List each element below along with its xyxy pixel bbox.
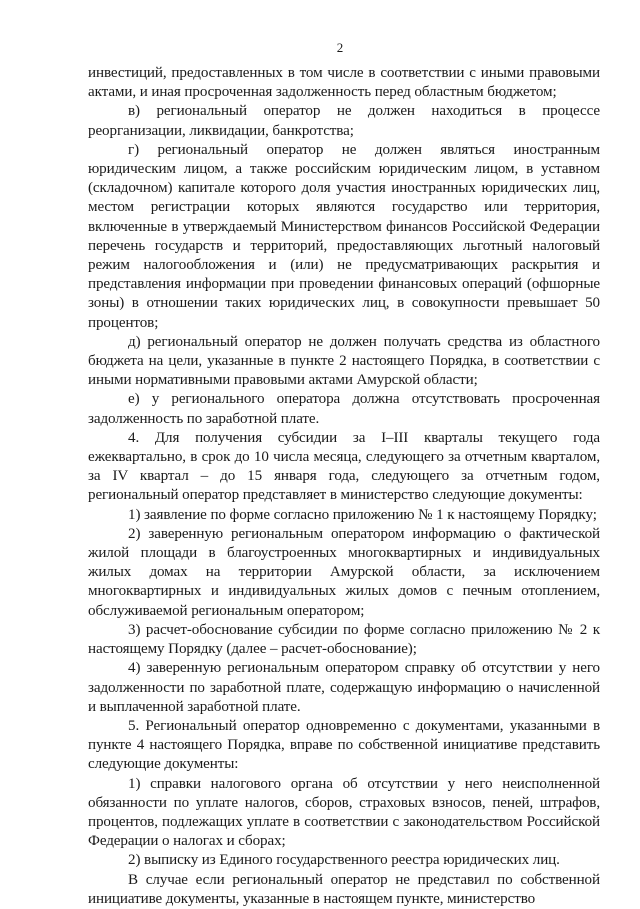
paragraph-clause-4-item-1: 1) заявление по форме согласно приложению № 1 к настоящему Порядку; <box>128 506 597 523</box>
paragraph-clause-5-item-2: 2) выписку из Единого государственного реестра юридических лиц. <box>128 852 560 869</box>
paragraph-item-d: д) региональный оператор не должен получать средства из областного бюджета на цели, указанные в пункте 2 настоящего Порядка, в соответствии с иными нормативными правовыми актами Амурской области; <box>88 333 600 389</box>
paragraph-clause-4-item-2: 2) заверенную региональным оператором информацию о фактической жилой площади в благоустроенных многоквартирных и индивидуальных жилых домах на территории Амурской области, за исключением многоквартирных и индивидуальных жилых домов с печным отоплением, обслуживаемой региональным оператором; <box>88 525 600 619</box>
paragraph-clause-5-item-1: 1) справки налогового органа об отсутствии у него неисполненной обязанности по уплате налогов, сборов, страховых взносов, пеней, штрафов, процентов, подлежащих уплате в соответствии с законодательством Российской Федерации о налогах и сборах; <box>88 775 600 850</box>
paragraph-clause-4-item-4: 4) заверенную региональным оператором справку об отсутствии у него задолженности по заработной плате, содержащую информацию о начисленной и выплаченной заработной плате. <box>88 660 600 715</box>
paragraph-item-e: е) у регионального оператора должна отсутствовать просроченная задолженность по заработной плате. <box>88 391 600 427</box>
page-number: 2 <box>336 40 344 55</box>
paragraph-item-g: г) региональный оператор не должен являться иностранным юридическим лицом, а также российским юридическим лицом, в уставном (складочном) капитале которого доля участия иностранных юридических лиц, местом регистрации которых являются государство или территория, включенные в утверждаемый Министерством финансов Российской Федерации перечень государств и территорий, предоставляющих льготный налоговый режим налогообложения и (или) не предусматривающих раскрытия и представления информации при проведении финансовых операций (офшорные зоны) в отношении таких юридических лиц, в совокупности превышает 50 процентов; <box>88 141 600 331</box>
paragraph-item-v: в) региональный оператор не должен находиться в процессе реорганизации, ликвидации, банкротства; <box>88 103 600 139</box>
paragraph-clause-5: 5. Региональный оператор одновременно с документами, указанными в пункте 4 настоящего Порядка, вправе по собственной инициативе представить следующие документы: <box>88 717 600 773</box>
paragraph-clause-4: 4. Для получения субсидии за I–III кварталы текущего года ежеквартально, в срок до 10 числа месяца, следующего за отчетным кварталом, за IV квартал – до 15 января года, следующего за отчетным годом, региональный оператор представляет в министерство следующие документы: <box>88 429 600 504</box>
paragraph-continuation: инвестиций, предоставленных в том числе в соответствии с иными правовыми актами, и иная просроченная задолженность перед областным бюджетом; <box>88 65 600 101</box>
paragraph-clause-5-closing: В случае если региональный оператор не представил по собственной инициативе документы, указанные в настоящем пункте, министерство <box>88 871 600 907</box>
paragraph-clause-4-item-3: 3) расчет-обоснование субсидии по форме согласно приложению № 2 к настоящему Порядку (далее – расчет-обоснование); <box>88 621 600 658</box>
document-body <box>88 64 600 909</box>
